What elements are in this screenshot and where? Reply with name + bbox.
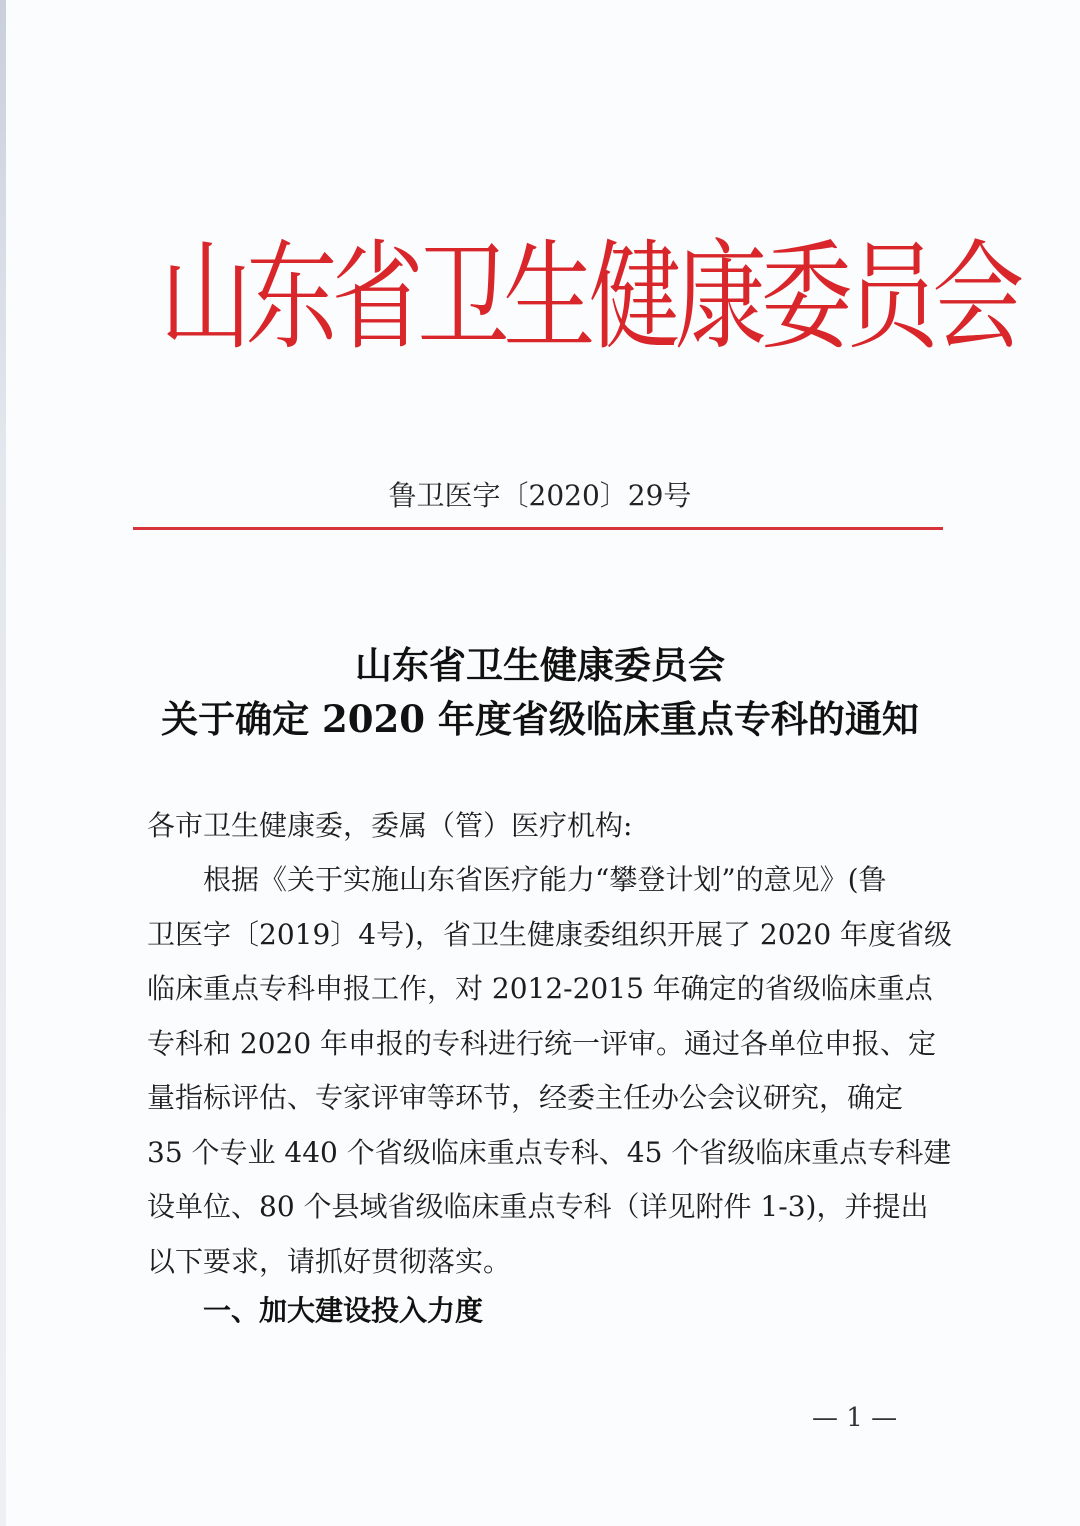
document-number: 鲁卫医字〔2020〕29号 — [388, 479, 692, 512]
body-line: 以下要求，请抓好贯彻落实。 — [147, 1245, 512, 1278]
scan-edge — [0, 0, 6, 1526]
notice-title-line-1: 山东省卫生健康委员会 — [355, 643, 725, 687]
page-number: — 1 — — [812, 1403, 898, 1433]
notice-title-line-2: 关于确定 2020 年度省级临床重点专科的通知 — [161, 697, 919, 741]
red-divider-rule — [133, 527, 943, 530]
body-line: 35 个专业 440 个省级临床重点专科、45 个省级临床重点专科建 — [147, 1136, 952, 1169]
masthead-title: 山东省卫生健康委员会 — [160, 228, 1019, 366]
body-line: 量指标评估、专家评审等环节，经委主任办公会议研究，确定 — [147, 1081, 904, 1114]
body-line: 专科和 2020 年申报的专科进行统一评审。通过各单位申报、定 — [147, 1027, 937, 1060]
body-line: 临床重点专科申报工作，对 2012-2015 年确定的省级临床重点 — [147, 972, 933, 1005]
body-line: 卫医字〔2019〕4号)，省卫生健康委组织开展了 2020 年度省级 — [147, 918, 953, 951]
section-heading: 一、加大建设投入力度 — [203, 1294, 484, 1327]
salutation: 各市卫生健康委，委属（管）医疗机构: — [147, 809, 633, 842]
body-line: 设单位、80 个县域省级临床重点专科（详见附件 1-3)，并提出 — [147, 1190, 929, 1223]
body-line: 根据《关于实施山东省医疗能力“攀登计划”的意见》(鲁 — [147, 863, 887, 896]
